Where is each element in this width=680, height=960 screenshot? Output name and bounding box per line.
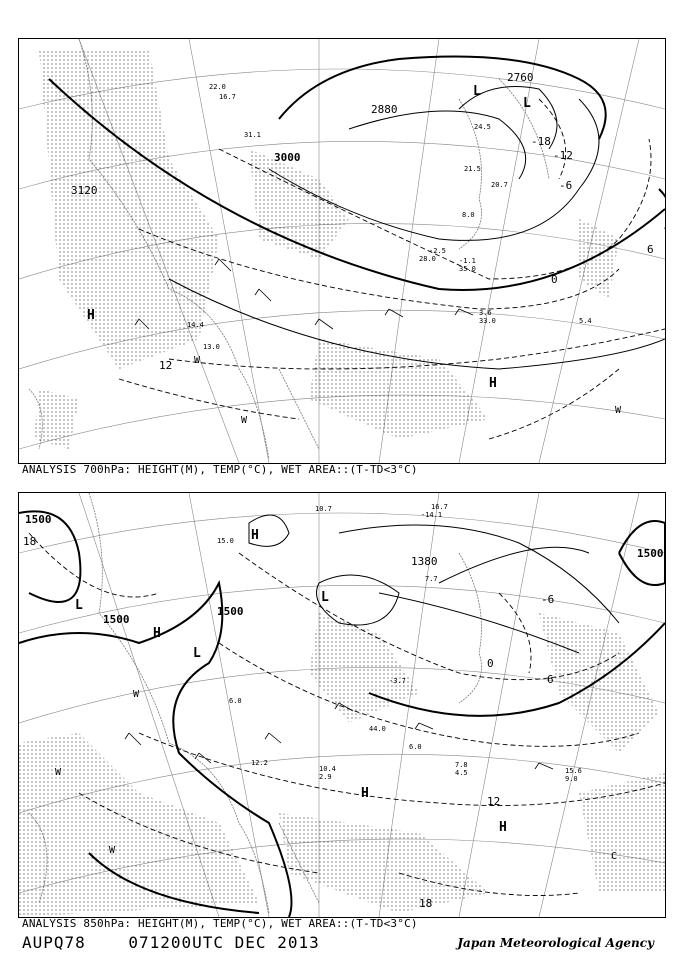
station-value: -3.7	[389, 677, 406, 685]
station-value: 21.5	[464, 165, 481, 173]
temp-label: 6	[547, 673, 554, 686]
high-center: H	[361, 786, 369, 801]
temp-label: -6	[559, 179, 573, 192]
station-value: 24.5	[474, 123, 491, 131]
station-value: 20.7	[491, 181, 508, 189]
low-center: L	[321, 590, 329, 605]
height-label: 2880	[371, 103, 398, 116]
station-value: 16.7	[431, 503, 448, 511]
height-label: 1500	[217, 605, 244, 618]
temp-label: -12	[553, 149, 573, 162]
height-label: 1500	[103, 613, 130, 626]
station-value: 9.0	[565, 775, 578, 783]
station-value: -1.1	[459, 257, 476, 265]
warm-center: W	[194, 355, 201, 366]
high-center: H	[153, 626, 161, 641]
temp-label: -18	[531, 135, 551, 148]
station-value: 10.7	[315, 505, 332, 513]
temp-label: -6	[541, 593, 555, 606]
height-label: 3120	[71, 184, 98, 197]
station-value: 6.0	[409, 743, 422, 751]
temp-label: 12	[487, 795, 501, 808]
high-center: H	[87, 308, 95, 323]
warm-center: W	[241, 415, 248, 426]
temp-label: 18	[419, 897, 433, 910]
station-value: 16.7	[219, 93, 236, 101]
station-value: 33.0	[479, 317, 496, 325]
station-value: 8.0	[462, 211, 475, 219]
caption-850hpa: ANALYSIS 850hPa: HEIGHT(M), TEMP(°C), WET AREA::(T-TD<3°C)	[22, 917, 418, 930]
station-value: 4.5	[455, 769, 468, 777]
height-label: 3000	[274, 151, 301, 164]
high-center: H	[499, 820, 507, 835]
station-value: 15.0	[217, 537, 234, 545]
low-center: L	[193, 646, 201, 661]
height-label: 1380	[411, 555, 438, 568]
station-value: 44.0	[369, 725, 386, 733]
high-center: H	[251, 528, 259, 543]
height-label: 1500	[637, 547, 664, 560]
station-value: 5.4	[579, 317, 592, 325]
low-center: L	[75, 598, 83, 613]
temp-label: 0	[487, 657, 494, 670]
chart-code: AUPQ78	[22, 933, 86, 952]
cold-center: C	[611, 851, 618, 862]
station-value: -14.1	[421, 511, 443, 519]
temp-label: 0	[551, 273, 558, 286]
map-850hpa-svg	[19, 493, 665, 917]
station-value: 15.6	[565, 767, 582, 775]
station-value: 2.9	[319, 773, 332, 781]
station-value: 13.0	[203, 343, 220, 351]
high-center: H	[489, 376, 497, 391]
station-value: 7.8	[455, 761, 468, 769]
temp-label: 12	[159, 359, 173, 372]
station-value: 28.0	[419, 255, 436, 263]
caption-700hpa: ANALYSIS 700hPa: HEIGHT(M), TEMP(°C), WET AREA::(T-TD<3°C)	[22, 463, 418, 476]
temp-label: 6	[647, 243, 654, 256]
warm-center: W	[109, 845, 116, 856]
warm-center: W	[55, 767, 62, 778]
valid-time: 071200UTC DEC 2013	[128, 933, 320, 952]
station-value: 12.2	[251, 759, 268, 767]
wet-areas	[19, 613, 665, 917]
map-700hpa-svg	[19, 39, 665, 463]
station-value: 31.1	[244, 131, 261, 139]
station-value: 14.4	[187, 321, 204, 329]
height-label: 2760	[507, 71, 534, 84]
height-label: 1500	[25, 513, 52, 526]
map-panel-700hpa	[18, 38, 666, 464]
warm-center: W	[615, 405, 622, 416]
station-value: 22.0	[209, 83, 226, 91]
wet-areas	[34, 49, 619, 449]
station-value: 3.6	[479, 309, 492, 317]
low-center: L	[473, 84, 481, 99]
station-value: -2.5	[429, 247, 446, 255]
station-plots	[217, 503, 582, 783]
warm-center: W	[133, 689, 140, 700]
station-value: 35.0	[459, 265, 476, 273]
map-panel-850hpa	[18, 492, 666, 918]
station-value: 7.7	[425, 575, 438, 583]
temp-label: 18	[23, 535, 37, 548]
agency-name: Japan Meteorological Agency	[457, 936, 654, 950]
chart-footer	[22, 933, 320, 952]
station-value: 10.4	[319, 765, 336, 773]
station-value: 6.0	[229, 697, 242, 705]
low-center: L	[523, 96, 531, 111]
